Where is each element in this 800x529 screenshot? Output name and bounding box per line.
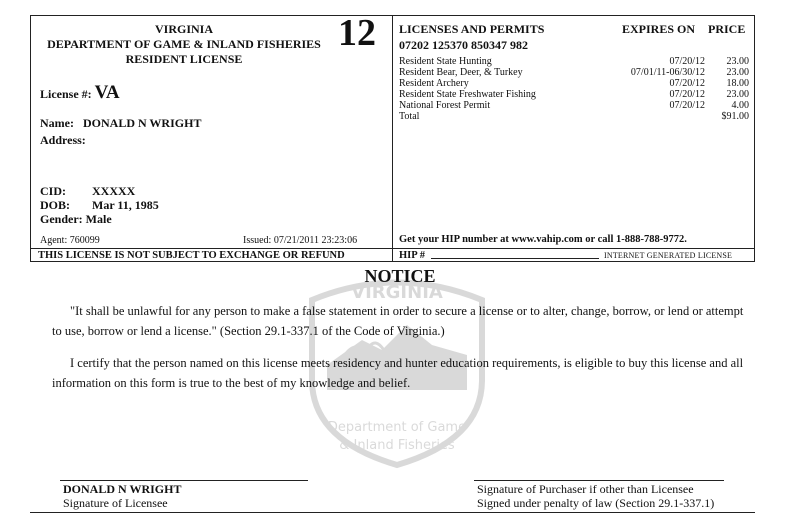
gender-value: Male	[85, 212, 112, 226]
total-label: Total	[399, 111, 420, 122]
issued-date: Issued: 07/21/2011 23:23:06	[243, 235, 358, 246]
permit-price: 23.00	[726, 67, 749, 78]
permit-price: 23.00	[726, 56, 749, 67]
permits-title: LICENSES AND PERMITS	[399, 22, 545, 36]
watermark-line2: & Inland Fisheries	[339, 438, 455, 453]
dob-label: DOB:	[40, 198, 70, 212]
licensee-name: DONALD N WRIGHT	[63, 482, 182, 496]
dob-value: Mar 11, 1985	[92, 198, 159, 212]
license-number-badge: 12	[338, 12, 376, 54]
hip-line	[431, 258, 599, 259]
permit-row	[399, 68, 749, 78]
permit-expires: 07/20/12	[669, 56, 705, 67]
permit-name: National Forest Permit	[399, 100, 491, 111]
permit-code: 07202 125370 850347 982	[399, 38, 528, 52]
permit-row	[399, 79, 749, 89]
agent-id: Agent: 760099	[40, 235, 100, 246]
address-label: Address:	[40, 133, 86, 147]
license-type: RESIDENT LICENSE	[125, 52, 243, 66]
license-field	[40, 82, 120, 104]
no-exchange-notice: THIS LICENSE IS NOT SUBJECT TO EXCHANGE OR REFUND	[38, 250, 345, 261]
hip-label: HIP #	[399, 250, 425, 261]
permit-expires: 07/20/12	[669, 100, 705, 111]
name-field	[40, 116, 201, 131]
state-title: VIRGINIA	[154, 22, 213, 36]
header-block	[30, 22, 338, 67]
notice-paragraph-1: "It shall be unlawful for any person to make a false statement in order to secure a license or to alter, change, borrow, or lend or attempt to use, borrow or lend a license." (Section 29.1-337.1 of the Code of Virginia.)	[52, 304, 744, 338]
permit-price: 23.00	[726, 89, 749, 100]
gender-label: Gender:	[40, 212, 83, 226]
notice-paragraph-2: I certify that the person named on this license meets residency and hunter education requirements, is eligible to buy this license and all information on this form is true to the best of my knowledge and belief.	[52, 356, 744, 390]
notice-title: NOTICE	[364, 266, 436, 286]
permit-price: 18.00	[726, 78, 749, 89]
footer-divider	[30, 248, 755, 249]
cid-label: CID:	[40, 184, 66, 198]
bottom-rule	[30, 512, 755, 513]
internet-generated-label: INTERNET GENERATED LICENSE	[604, 251, 733, 260]
purchaser-signature-line	[474, 480, 724, 481]
name-label: Name:	[40, 116, 74, 130]
price-header: PRICE	[708, 22, 746, 36]
watermark-line1: Department of Game	[327, 420, 467, 435]
permit-expires: 07/01/11-06/30/12	[630, 67, 705, 78]
cid-value: XXXXX	[92, 184, 136, 198]
permit-name: Resident State Freshwater Fishing	[399, 89, 536, 100]
permit-row	[399, 101, 749, 111]
name-value: DONALD N WRIGHT	[82, 116, 202, 130]
permit-total-row	[399, 112, 749, 122]
permit-row	[399, 90, 749, 100]
cid-field	[40, 184, 135, 199]
gender-field	[40, 212, 112, 227]
total-value: $91.00	[721, 111, 749, 122]
permit-name: Resident State Hunting	[399, 56, 492, 67]
permit-row	[399, 57, 749, 67]
purchaser-note: Signed under penalty of law (Section 29.1-337.1)	[477, 496, 715, 510]
license-label: License #:	[40, 87, 92, 101]
license-value: VA	[94, 82, 120, 103]
licensee-signature-line	[60, 480, 308, 481]
permit-expires: 07/20/12	[669, 89, 705, 100]
hip-instructions: Get your HIP number at www.vahip.com or call 1-888-788-9772.	[399, 234, 687, 245]
permit-expires: 07/20/12	[669, 78, 705, 89]
licensee-caption: Signature of Licensee	[63, 496, 168, 510]
department-title: DEPARTMENT OF GAME & INLAND FISHERIES	[47, 37, 321, 51]
permit-price: 4.00	[731, 100, 749, 111]
expires-header: EXPIRES ON	[622, 22, 696, 36]
permit-name: Resident Archery	[399, 78, 469, 89]
column-divider	[392, 15, 393, 262]
dob-field	[40, 198, 159, 213]
permit-name: Resident Bear, Deer, & Turkey	[399, 67, 523, 78]
purchaser-caption: Signature of Purchaser if other than Licensee	[477, 482, 694, 496]
watermark-top: VIRGINIA	[351, 282, 443, 303]
